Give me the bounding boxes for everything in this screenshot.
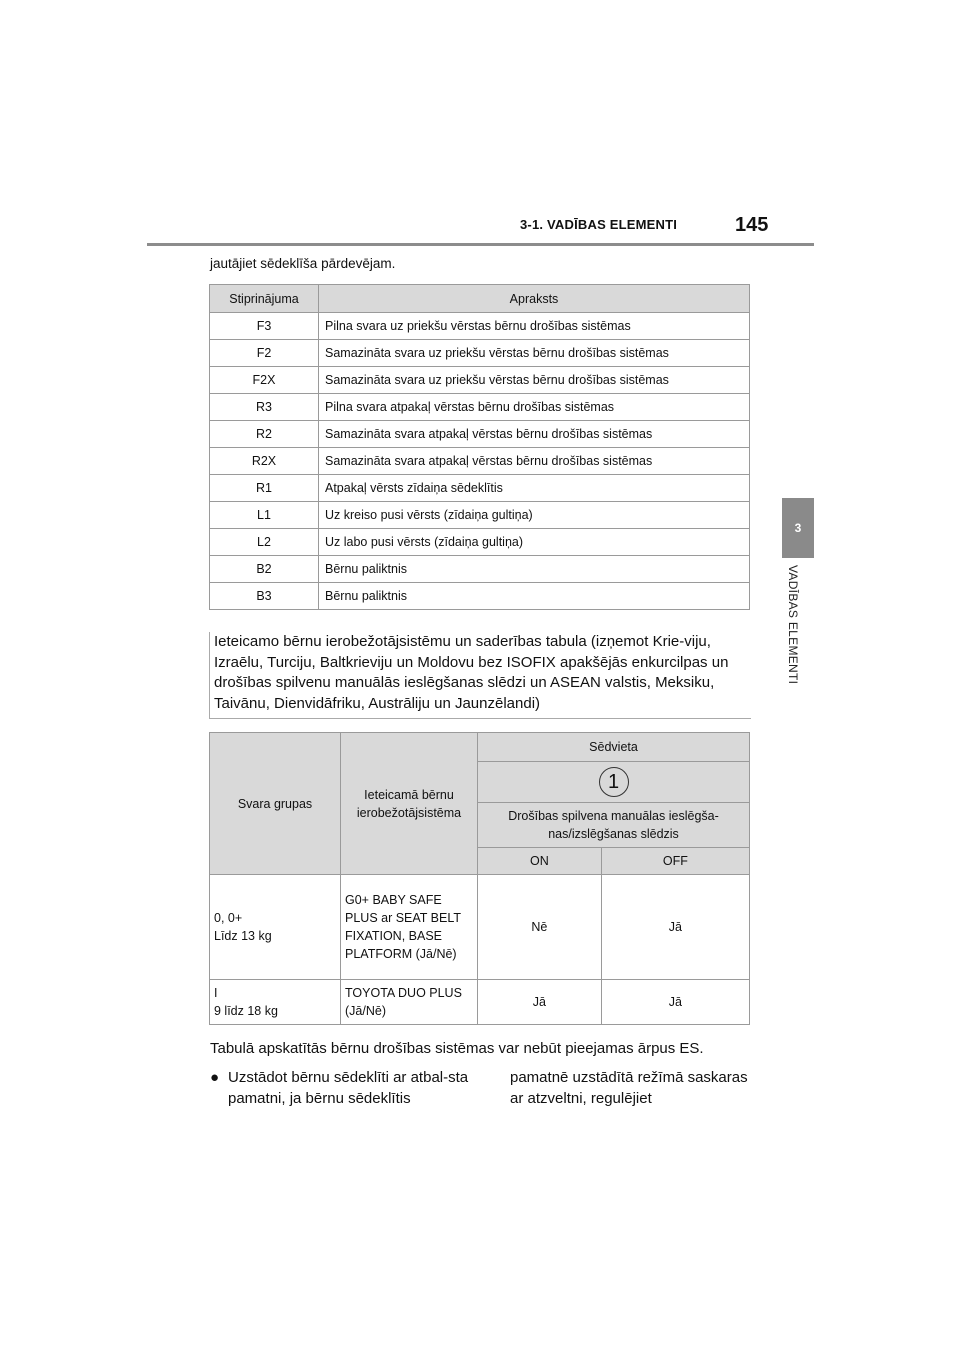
fixture-row <box>210 421 750 448</box>
on-value: Jā <box>478 980 602 1025</box>
fixture-description: Bērnu paliktnis <box>319 583 750 610</box>
fixture-description: Atpakaļ vērsts zīdaiņa sēdeklītis <box>319 475 750 502</box>
intro-text: jautājiet sēdeklīša pārdevējam. <box>210 256 396 271</box>
fixture-code: F2X <box>210 367 319 394</box>
fixture-row <box>210 394 750 421</box>
compat-heading: Ieteicamo bērnu ierobežotājsistēmu un saderības tabula (izņemot Krie-viju, Izraēlu, Turciju, Baltkrieviju un Moldovu bez ISOFIX apakšējās enkurcilpas un drošības spilvenu manuālās ieslēgšanas slēdzi un ASEAN valstis, Meksiku, Taivānu, Dienvidāfriku, Austrāliju un Jaunzēlandi) <box>209 632 751 719</box>
off-header: OFF <box>601 848 749 875</box>
fixture-row <box>210 502 750 529</box>
fixture-code: R3 <box>210 394 319 421</box>
fixture-code: R1 <box>210 475 319 502</box>
column2-text: pamatnē uzstādītā režīmā saskaras ar atzveltni, regulējiet <box>510 1069 748 1107</box>
weight-cell <box>210 875 341 980</box>
fixture-code: F2 <box>210 340 319 367</box>
off-value: Jā <box>601 875 749 980</box>
weight-range: Līdz 13 kg <box>214 929 272 943</box>
system-cell: TOYOTA DUO PLUS (Jā/Nē) <box>341 980 478 1025</box>
fixture-description: Samazināta svara uz priekšu vērstas bērnu drošības sistēmas <box>319 367 750 394</box>
fixture-code: B3 <box>210 583 319 610</box>
fixture-table <box>209 284 750 610</box>
fixture-code: B2 <box>210 556 319 583</box>
fixture-code: F3 <box>210 313 319 340</box>
fixture-row <box>210 340 750 367</box>
on-value: Nē <box>478 875 602 980</box>
seat-number-badge: 1 <box>599 767 629 797</box>
fixture-description: Pilna svara atpakaļ vērstas bērnu drošības sistēmas <box>319 394 750 421</box>
fixture-code: R2X <box>210 448 319 475</box>
fixture-description: Samazināta svara atpakaļ vērstas bērnu drošības sistēmas <box>319 448 750 475</box>
fixture-header-description: Apraksts <box>319 285 750 313</box>
chapter-tab-label: VADĪBAS ELEMENTI <box>786 565 800 685</box>
fixture-description: Bērnu paliktnis <box>319 556 750 583</box>
bullet-item <box>210 1068 480 1109</box>
bullet-icon: ● <box>210 1069 220 1086</box>
col-weight-header: Svara grupas <box>210 733 341 875</box>
fixture-description: Pilna svara uz priekšu vērstas bērnu drošības sistēmas <box>319 313 750 340</box>
fixture-row <box>210 367 750 394</box>
fixture-row <box>210 475 750 502</box>
chapter-tab: 3 <box>782 498 814 558</box>
bullet-text: Uzstādot bērnu sēdeklīti ar atbal-sta pamatni, ja bērnu sēdeklītis <box>228 1069 469 1107</box>
compat-table <box>209 732 750 1025</box>
section-title: 3-1. VADĪBAS ELEMENTI <box>520 217 678 232</box>
switch-header: Drošības spilvena manuālas ieslēgša-nas/izslēgšanas slēdzis <box>478 803 750 848</box>
fixture-code: R2 <box>210 421 319 448</box>
weight-range: 9 līdz 18 kg <box>214 1004 278 1018</box>
seat-header: Sēdvieta <box>478 733 750 762</box>
fixture-header-code: Stiprinājuma <box>210 285 319 313</box>
fixture-row <box>210 313 750 340</box>
fixture-code: L2 <box>210 529 319 556</box>
fixture-row <box>210 529 750 556</box>
fixture-code: L1 <box>210 502 319 529</box>
fixture-row <box>210 448 750 475</box>
weight-group: I <box>214 986 218 1000</box>
page-number: 145 <box>735 214 769 236</box>
off-value: Jā <box>601 980 749 1025</box>
weight-group: 0, 0+ <box>214 911 243 925</box>
seat-position-cell <box>478 762 750 803</box>
header-divider <box>147 243 814 246</box>
fixture-row <box>210 583 750 610</box>
col-system-header: Ieteicamā bērnu ierobežotājsistēma <box>341 733 478 875</box>
on-header: ON <box>478 848 602 875</box>
fixture-description: Uz kreiso pusi vērsts (zīdaiņa gultiņa) <box>319 502 750 529</box>
fixture-description: Samazināta svara atpakaļ vērstas bērnu drošības sistēmas <box>319 421 750 448</box>
fixture-description: Samazināta svara uz priekšu vērstas bērnu drošības sistēmas <box>319 340 750 367</box>
fixture-description: Uz labo pusi vērsts (zīdaiņa gultiņa) <box>319 529 750 556</box>
system-cell: G0+ BABY SAFE PLUS ar SEAT BELT FIXATION, BASE PLATFORM (Jā/Nē) <box>341 875 478 980</box>
availability-note: Tabulā apskatītās bērnu drošības sistēmas var nebūt pieejamas ārpus ES. <box>210 1040 704 1057</box>
fixture-row <box>210 556 750 583</box>
weight-cell <box>210 980 341 1025</box>
